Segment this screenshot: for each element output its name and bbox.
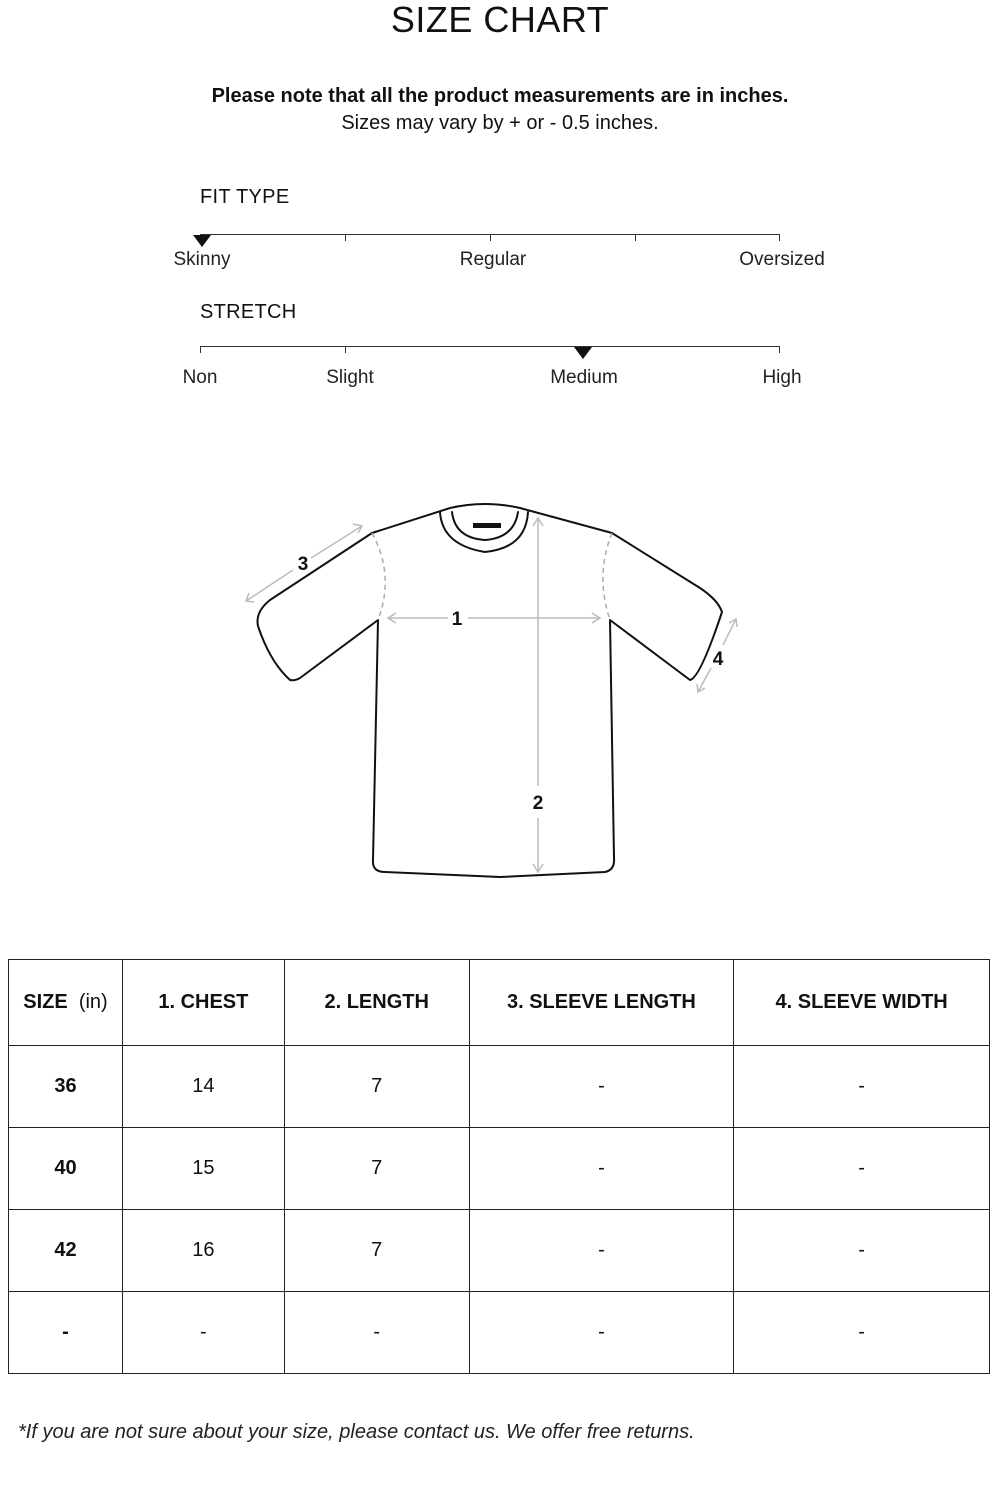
- stretch-label-slight: Slight: [326, 367, 374, 388]
- fit-tick: [490, 234, 491, 241]
- fit-type-marker: [193, 235, 211, 247]
- measurement-note: Please note that all the product measurements are in inches.: [211, 85, 789, 107]
- header-size-label: SIZE: [23, 991, 68, 1013]
- stretch-label-high: High: [762, 367, 802, 388]
- cell-length: 7: [284, 1210, 469, 1292]
- cell-sleeve-width: -: [734, 1292, 990, 1374]
- cell-size: 36: [9, 1046, 123, 1128]
- table-row: [9, 1210, 990, 1292]
- table-row: [9, 1046, 990, 1128]
- fit-tick: [635, 234, 636, 241]
- header-sleeve-length: 3. SLEEVE LENGTH: [469, 960, 734, 1046]
- header-length: 2. LENGTH: [284, 960, 469, 1046]
- tshirt-diagram: [0, 480, 1000, 890]
- cell-sleeve-length: -: [469, 1046, 734, 1128]
- measure-label-sleeve-width: 4: [712, 649, 724, 670]
- size-table: [8, 959, 990, 1374]
- header-size: [9, 960, 123, 1046]
- cell-sleeve-width: -: [734, 1046, 990, 1128]
- cell-sleeve-length: -: [469, 1292, 734, 1374]
- stretch-label-medium: Medium: [550, 367, 618, 388]
- cell-size: -: [9, 1292, 123, 1374]
- fit-type-title: FIT TYPE: [200, 186, 290, 208]
- stretch-tick: [200, 346, 201, 353]
- stretch-scale: [200, 346, 780, 347]
- cell-sleeve-width: -: [734, 1128, 990, 1210]
- stretch-title: STRETCH: [200, 301, 297, 323]
- header-size-unit: (in): [78, 991, 108, 1013]
- cell-chest: 14: [122, 1046, 284, 1128]
- cell-chest: -: [122, 1292, 284, 1374]
- stretch-marker: [574, 347, 592, 359]
- stretch-tick: [345, 346, 346, 353]
- table-row: [9, 1292, 990, 1374]
- cell-length: -: [284, 1292, 469, 1374]
- fit-tick: [345, 234, 346, 241]
- cell-sleeve-width: -: [734, 1210, 990, 1292]
- fit-label-regular: Regular: [459, 249, 527, 270]
- fit-label-oversized: Oversized: [739, 249, 825, 270]
- cell-size: 40: [9, 1128, 123, 1210]
- cell-chest: 15: [122, 1128, 284, 1210]
- cell-sleeve-length: -: [469, 1128, 734, 1210]
- measure-label-sleeve-length: 3: [297, 554, 309, 575]
- cell-chest: 16: [122, 1210, 284, 1292]
- cell-sleeve-length: -: [469, 1210, 734, 1292]
- stretch-label-non: Non: [182, 367, 218, 388]
- cell-length: 7: [284, 1128, 469, 1210]
- neck-label: [473, 523, 501, 528]
- header-chest: 1. CHEST: [122, 960, 284, 1046]
- cell-size: 42: [9, 1210, 123, 1292]
- variance-note: Sizes may vary by + or - 0.5 inches.: [341, 112, 659, 134]
- fit-tick: [779, 234, 780, 241]
- table-header-row: [9, 960, 990, 1046]
- measure-label-chest: 1: [451, 609, 463, 630]
- fit-label-skinny: Skinny: [173, 249, 231, 270]
- footer-note: *If you are not sure about your size, please contact us. We offer free returns.: [18, 1421, 695, 1443]
- shirt-outline: [258, 504, 723, 877]
- stretch-tick: [779, 346, 780, 353]
- page-title: SIZE CHART: [390, 0, 610, 40]
- header-sleeve-width: 4. SLEEVE WIDTH: [734, 960, 990, 1046]
- cell-length: 7: [284, 1046, 469, 1128]
- measure-label-length: 2: [532, 793, 544, 814]
- table-row: [9, 1128, 990, 1210]
